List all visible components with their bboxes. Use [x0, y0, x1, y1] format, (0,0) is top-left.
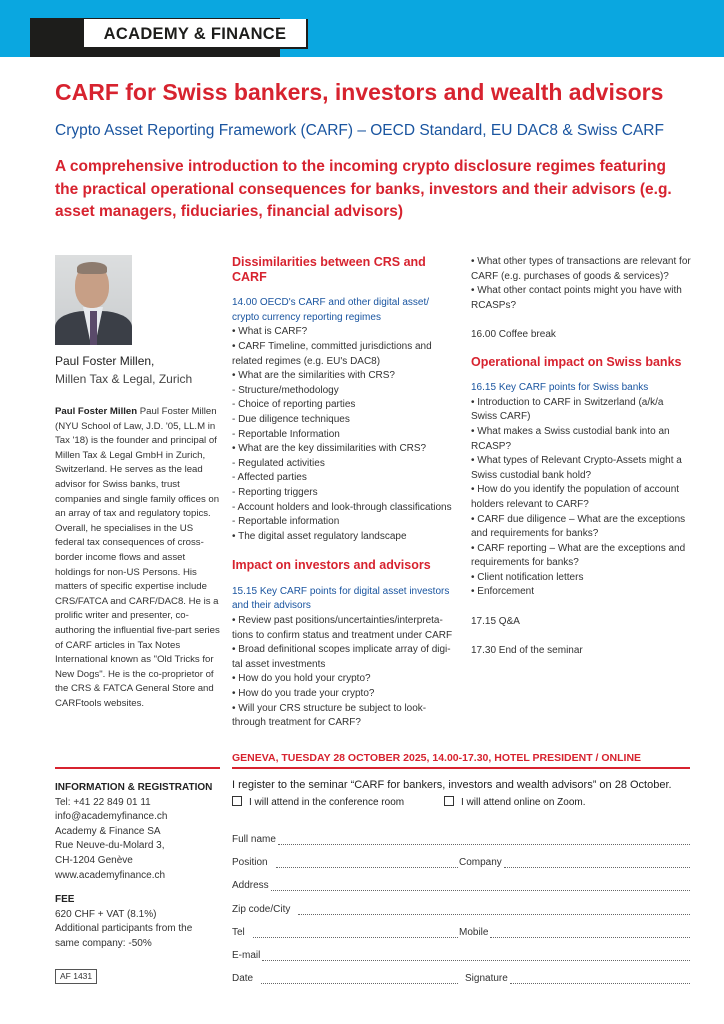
- list-item: related regimes (e.g. EU's DAC8): [232, 355, 381, 367]
- session-3-items: [471, 396, 701, 600]
- list-item: • How do you hold your crypto?: [232, 673, 371, 685]
- list-item: • Client notification letters: [471, 571, 584, 583]
- section-heading: Impact on investors and advisors: [232, 558, 431, 573]
- signature-field[interactable]: Signature: [465, 973, 690, 984]
- list-item: tions to confirm status and treatment under CARF: [232, 629, 453, 641]
- program-column-2: [471, 255, 701, 658]
- list-item: • Will your CRS structure be subject to look-: [232, 702, 427, 714]
- zip-city-field[interactable]: Zip code/City: [232, 904, 690, 915]
- brand-logo: ACADEMY & FINANCE: [82, 19, 308, 49]
- address-field[interactable]: Address: [232, 880, 690, 891]
- session-1-items: [232, 325, 460, 544]
- list-item: • The digital asset regulatory landscape: [232, 530, 407, 542]
- list-item: - Due diligence techniques: [232, 413, 350, 425]
- list-item: • Introduction to CARF in Switzerland (a/k/a: [471, 396, 664, 408]
- list-item: • Broad definitional scopes implicate array of digi-: [232, 644, 451, 656]
- list-item: - Regulated activities: [232, 457, 325, 469]
- speaker-photo: [55, 255, 132, 345]
- speaker-firm: Millen Tax & Legal, Zurich: [55, 372, 193, 386]
- qa-session: 17.15 Q&A: [471, 615, 520, 627]
- position-field[interactable]: Position: [232, 857, 458, 868]
- list-item: holders relevant to CARF?: [471, 498, 589, 510]
- attend-online-option[interactable]: I will attend online on Zoom.: [444, 796, 586, 808]
- section-heading: Dissimilarities between CRS and CARF: [232, 255, 426, 284]
- list-item: • What makes a Swiss custodial bank into an: [471, 425, 670, 437]
- event-details: GENEVA, TUESDAY 28 OCTOBER 2025, 14.00-17.30, HOTEL PRESIDENT / ONLINE: [232, 752, 642, 764]
- session-title: 16.15 Key CARF points for Swiss banks: [471, 382, 649, 394]
- checkbox-online[interactable]: [444, 796, 454, 806]
- info-line: www.academyfinance.ch: [55, 869, 166, 881]
- list-item: tal asset investments: [232, 658, 326, 670]
- list-item: • Review past positions/uncertainties/interpreta-: [232, 615, 443, 627]
- mobile-field[interactable]: Mobile: [459, 927, 690, 938]
- info-line: Tel: +41 22 849 01 11: [55, 796, 151, 808]
- seminar-end: 17.30 End of the seminar: [471, 644, 583, 656]
- session-title: 15.15 Key CARF points for digital asset investors: [232, 585, 450, 597]
- bio-name: Paul Foster Millen: [55, 406, 138, 417]
- speaker-bio: [55, 405, 220, 711]
- fee-line: same company: -50%: [55, 937, 152, 949]
- list-item: Swiss custodial bank hold?: [471, 469, 592, 481]
- list-item: and requirements for banks?: [471, 528, 599, 540]
- fee-line: Additional participants from the: [55, 923, 193, 935]
- list-item: - Reportable Information: [232, 428, 340, 440]
- document-title: CARF for Swiss bankers, investors and wealth advisors: [55, 79, 664, 105]
- tel-field[interactable]: Tel: [232, 927, 458, 938]
- section-heading: Operational impact on Swiss banks: [471, 354, 682, 369]
- list-item: • What are the key dissimilarities with CRS?: [232, 443, 427, 455]
- list-item: - Structure/methodology: [232, 384, 339, 396]
- info-line: CH-1204 Genève: [55, 854, 133, 866]
- list-item: CARF (e.g. purchases of goods & services)?: [471, 270, 669, 282]
- divider-right: [232, 767, 690, 769]
- list-item: • How do you trade your crypto?: [232, 688, 375, 700]
- list-item: - Reporting triggers: [232, 486, 318, 498]
- document-subtitle: Crypto Asset Reporting Framework (CARF) – OECD Standard, EU DAC8 & Swiss CARF: [55, 122, 664, 139]
- list-item: • CARF Timeline, committed jurisdictions and: [232, 340, 432, 352]
- document-code: AF 1431: [55, 969, 97, 984]
- info-block: [55, 781, 220, 952]
- speaker-name: Paul Foster Millen,: [55, 354, 155, 368]
- list-item: • What is CARF?: [232, 326, 308, 338]
- list-item: Swiss CARF): [471, 411, 531, 423]
- top-banner: [0, 0, 724, 57]
- list-item: RCASPs?: [471, 299, 517, 311]
- divider-left: [55, 767, 220, 769]
- coffee-break: 16.00 Coffee break: [471, 328, 556, 340]
- checkbox-room[interactable]: [232, 796, 242, 806]
- list-item: - Choice of reporting parties: [232, 399, 356, 411]
- fee-line: 620 CHF + VAT (8.1%): [55, 908, 157, 920]
- info-line: Rue Neuve-du-Molard 3,: [55, 840, 165, 852]
- full-name-field[interactable]: Full name: [232, 834, 690, 845]
- program-column-1: [232, 255, 460, 731]
- list-item: • What are the similarities with CRS?: [232, 370, 395, 382]
- bio-text: Paul Foster Millen (NYU School of Law, J.D. '05, LL.M in Tax '18) is the founder and principal of Millen Tax & Legal GmbH in Zurich, Switzerland. He serves as the lead advisor for Swiss banks, trust companies and single family offices on an array of tax and regulatory topics. Overall, he specialises in the US federal tax consequences of cross-border income flows and asset holdings for non-US Persons. His matters of specific expertise include CRS/FATCA and CARF/DAC8. He is a prolific writer and presenter, co-authoring the influential five-part series of CARF articles in Tax Notes International known as "Old Tricks for New Dogs". He is the co-proprietor of the CRS & FATCA General Store and CARFtools websites.: [55, 406, 220, 709]
- list-item: • Enforcement: [471, 586, 534, 598]
- list-item: - Affected parties: [232, 472, 307, 484]
- list-item: • What other contact points might you have with: [471, 285, 682, 297]
- list-item: • What other types of transactions are relevant for: [471, 256, 691, 267]
- info-line: Academy & Finance SA: [55, 825, 161, 837]
- date-field[interactable]: Date: [232, 973, 458, 984]
- list-item: - Account holders and look-through classifications: [232, 501, 452, 513]
- list-item: • CARF reporting – What are the exceptions and: [471, 542, 686, 554]
- list-item: • How do you identify the population of account: [471, 484, 680, 496]
- session-title-cont: crypto currency reporting regimes: [232, 311, 381, 323]
- registration-intro: I register to the seminar “CARF for bankers, investors and wealth advisors” on 28 October.: [232, 779, 672, 791]
- list-item: • CARF due diligence – What are the exceptions: [471, 513, 686, 525]
- list-item: through treatment for CARF?: [232, 717, 361, 729]
- session-2-items: [232, 614, 460, 731]
- info-heading: INFORMATION & REGISTRATION: [55, 782, 213, 793]
- info-line: info@academyfinance.ch: [55, 811, 168, 823]
- fee-heading: FEE: [55, 894, 75, 906]
- list-item: requirements for banks?: [471, 557, 579, 569]
- session-title-cont: and their advisors: [232, 600, 311, 612]
- brand-block: [30, 18, 287, 57]
- lead-paragraph: A comprehensive introduction to the incoming crypto disclosure regimes featuring the practical operational consequences for banks, investors and their advisors (e.g. asset managers, fiduciaries, financial advisors): [55, 158, 672, 220]
- company-field[interactable]: Company: [459, 857, 690, 868]
- session-title: 14.00 OECD's CARF and other digital asset/: [232, 297, 430, 309]
- list-item: RCASP?: [471, 440, 512, 452]
- list-item: • What types of Relevant Crypto-Assets might a: [471, 455, 682, 467]
- email-field[interactable]: E-mail: [232, 950, 690, 961]
- attend-room-option[interactable]: I will attend in the conference room: [232, 796, 404, 808]
- list-item: - Reportable information: [232, 516, 340, 528]
